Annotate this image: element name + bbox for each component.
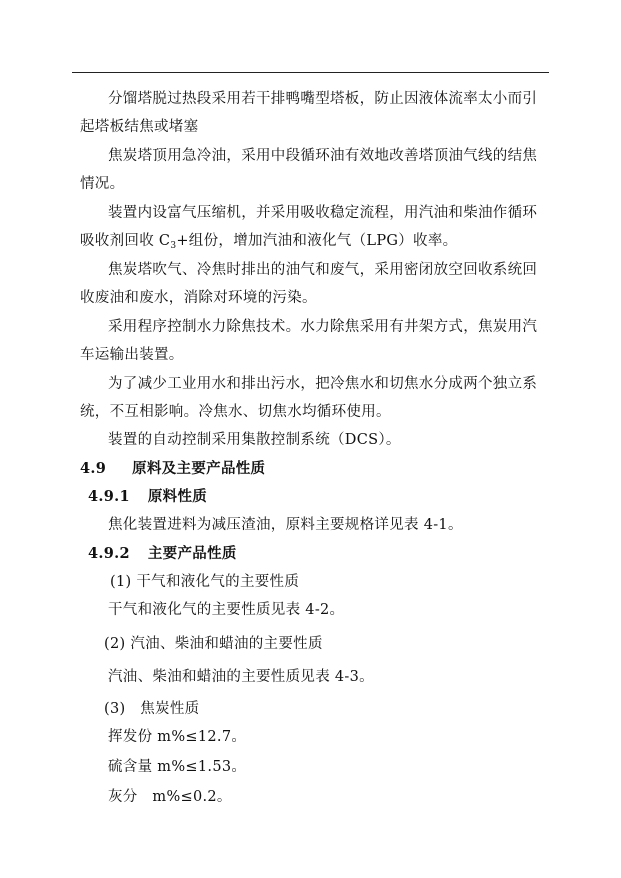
- section-4-9-title: 原料及主要产品性质: [132, 460, 266, 477]
- item2-body: 汽油、柴油和蜡油的主要性质见表 4-3。: [108, 669, 374, 685]
- p2-line1: 焦炭塔顶用急冷油，采用中段循环油有效地改善塔顶油气线的结焦: [108, 148, 538, 164]
- item3-ash: 灰分 m%≤0.2。: [108, 789, 232, 805]
- p2-line2: 情况。: [80, 176, 125, 192]
- section-4-9-1-body: 焦化装置进料为减压渣油，原料主要规格详见表 4-1。: [108, 517, 463, 533]
- p3-line2-pre: 吸收剂回收 C: [80, 233, 171, 249]
- item1-body: 干气和液化气的主要性质见表 4-2。: [108, 602, 345, 618]
- p5-line1: 采用程序控制水力除焦技术。水力除焦采用有井架方式，焦炭用汽: [108, 319, 538, 335]
- section-4-9-number: 4.9: [80, 460, 107, 477]
- p5-line2: 车运输出装置。: [80, 347, 184, 363]
- p3-line2: [80, 232, 457, 250]
- item2-heading: (2) 汽油、柴油和蜡油的主要性质: [104, 636, 323, 652]
- p1-line2: 起塔板结焦或堵塞: [80, 119, 199, 135]
- section-4-9-1-number: 4.9.1: [88, 488, 130, 505]
- item1-heading: (1) 干气和液化气的主要性质: [110, 574, 300, 590]
- p3-line2-post: +组份，增加汽油和液化气（LPG）收率。: [176, 233, 458, 249]
- p4-line1: 焦炭塔吹气、冷焦时排出的油气和废气，采用密闭放空回收系统回: [108, 262, 538, 278]
- section-4-9-2-heading: [88, 545, 237, 563]
- p3-subscript: 3: [170, 241, 177, 251]
- p6-line1: 为了减少工业用水和排出污水，把冷焦水和切焦水分成两个独立系: [108, 376, 538, 392]
- item3-volatile: 挥发份 m%≤12.7。: [108, 729, 247, 745]
- header-rule: [72, 72, 549, 73]
- p3-line1: 装置内设富气压缩机，并采用吸收稳定流程，用汽油和柴油作循环: [108, 205, 538, 221]
- p1-line1: 分馏塔脱过热段采用若干排鸭嘴型塔板，防止因液体流率太小而引: [108, 91, 538, 107]
- p4-line2: 收废油和废水，消除对环境的污染。: [80, 290, 317, 306]
- p7-line1: 装置的自动控制采用集散控制系统（DCS）。: [108, 432, 401, 448]
- section-4-9-2-title: 主要产品性质: [147, 545, 237, 562]
- section-4-9-1-heading: [88, 488, 207, 506]
- item3-heading: (3) 焦炭性质: [104, 701, 200, 717]
- item3-sulfur: 硫含量 m%≤1.53。: [108, 759, 247, 775]
- p6-line2: 统，不互相影响。冷焦水、切焦水均循环使用。: [80, 404, 391, 420]
- section-4-9-2-number: 4.9.2: [88, 545, 130, 562]
- section-4-9-1-title: 原料性质: [147, 488, 208, 505]
- section-4-9-heading: [80, 460, 265, 478]
